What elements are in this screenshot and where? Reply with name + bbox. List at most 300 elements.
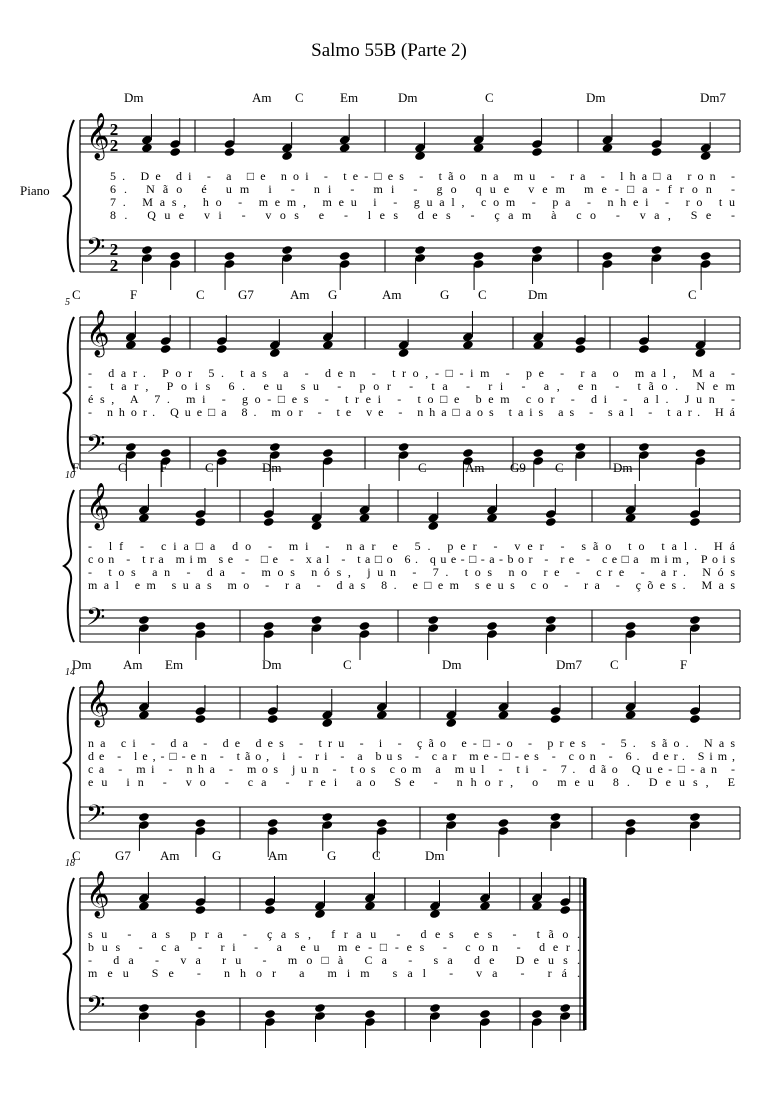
chord-symbol: Dm — [262, 460, 282, 475]
bass-clef: 𝄢 — [86, 431, 106, 464]
lyric-syllable: - — [228, 195, 243, 209]
lyric-syllable: 5. — [611, 736, 636, 750]
lyric-syllable: - — [243, 940, 259, 954]
lyric-syllable: - — [274, 775, 290, 789]
lyric-syllable: - — [550, 539, 565, 553]
treble-staff — [80, 878, 585, 910]
chord-symbol: F — [160, 460, 168, 475]
note-head — [545, 517, 557, 527]
chord-symbol: C — [118, 460, 127, 475]
measure-number: 14 — [65, 667, 75, 678]
lyric-syllable: meu — [546, 775, 594, 789]
lyric-syllable: - — [384, 927, 401, 941]
lyric-syllable: con — [560, 749, 596, 763]
note-head — [479, 1009, 491, 1019]
lyric-syllable: - — [118, 552, 131, 566]
lyric-syllable: mu — [504, 169, 536, 183]
lyric-syllable: i — [257, 182, 272, 196]
note-head — [311, 615, 323, 625]
lyric-syllable: que-□-a-bor — [422, 552, 533, 566]
lyric-syllable: co — [521, 578, 549, 592]
lyric-syllable: - — [719, 208, 736, 222]
lyric-syllable: 7. — [552, 762, 576, 776]
lyric-syllable: jun — [283, 762, 319, 776]
note-head — [638, 344, 650, 354]
note-head — [281, 245, 293, 255]
lyric-line-4 — [88, 966, 580, 980]
lyric-syllable: tais — [499, 405, 544, 419]
note-head — [264, 1009, 276, 1019]
note-head — [445, 812, 457, 822]
lyric-syllable: con — [88, 552, 115, 566]
lyric-syllable: - — [592, 736, 606, 750]
lyric-syllable: - — [630, 565, 645, 579]
measure-number: 5 — [65, 297, 70, 308]
lyric-syllable: va, — [628, 208, 671, 222]
lyric-syllable: na — [88, 736, 106, 750]
lyric-syllable: di — [581, 392, 607, 406]
lyric-syllable: se — [211, 552, 234, 566]
lyric-syllable: - — [388, 736, 402, 750]
note-head — [359, 621, 371, 631]
lyric-syllable: - — [220, 762, 233, 776]
lyric-syllable: trei — [335, 392, 381, 406]
lyric-syllable: mor — [262, 405, 303, 419]
note-head — [224, 251, 236, 261]
note-head — [545, 615, 557, 625]
note-head — [700, 251, 712, 261]
note-head — [531, 147, 543, 157]
lyric-syllable: □e — [253, 552, 278, 566]
lyric-syllable: pa — [542, 195, 571, 209]
lyric-syllable: - — [604, 208, 620, 222]
lyric-syllable: 6. Não — [110, 182, 183, 196]
lyric-syllable: vos — [253, 208, 299, 222]
chord-symbol: Am — [123, 657, 143, 672]
lyric-syllable: por — [348, 379, 391, 393]
lyric-syllable: go-□es — [232, 392, 309, 406]
lyric-syllable: - — [721, 169, 735, 183]
note-head — [559, 905, 571, 915]
lyric-syllable: ri — [307, 749, 328, 763]
lyric-syllable: és, — [88, 392, 115, 406]
lyric-syllable: der. — [644, 749, 685, 763]
note-head — [138, 615, 150, 625]
lyric-syllable: nós, — [301, 565, 351, 579]
lyric-syllable: - — [176, 565, 191, 579]
system-2 — [64, 287, 740, 487]
lyric-syllable: - — [211, 749, 224, 763]
chord-symbol: Am — [268, 848, 288, 863]
lyric-syllable: 7. — [423, 565, 449, 579]
bass-staff — [80, 998, 585, 1030]
chord-symbol: Dm — [425, 848, 445, 863]
lyric-syllable: um — [214, 182, 250, 196]
lyric-syllable: frau — [319, 927, 377, 941]
treble-staff — [80, 120, 740, 152]
lyric-syllable: em — [125, 578, 156, 592]
note-head — [195, 905, 207, 915]
lyric-syllable: tão, — [228, 749, 270, 763]
lyric-syllable: 5. — [198, 366, 224, 380]
lyric-syllable: tão — [429, 169, 466, 183]
note-head — [638, 442, 650, 452]
lyric-syllable: rei — [297, 775, 338, 789]
lyric-syllable: car — [423, 749, 457, 763]
system-4 — [64, 657, 740, 857]
lyric-syllable: - — [600, 749, 613, 763]
lyric-syllable: al. — [633, 392, 669, 406]
lyric-syllable: Há — [706, 405, 735, 419]
lyric-syllable: - — [295, 366, 309, 380]
lyric-syllable: i — [369, 736, 383, 750]
chord-symbol: G7 — [115, 848, 131, 863]
chord-symbol: Dm — [442, 657, 462, 672]
lyric-syllable: mul — [446, 762, 485, 776]
note-head — [267, 818, 279, 828]
chord-symbol: G7 — [238, 287, 254, 302]
lyric-line-3 — [88, 762, 735, 776]
lyric-syllable: in — [115, 775, 144, 789]
lyric-line-3 — [88, 392, 735, 406]
chord-symbol: Am — [290, 287, 310, 302]
lyric-syllable: mi — [362, 182, 395, 196]
treble-staff — [80, 490, 740, 522]
lyric-syllable: suas — [162, 578, 212, 592]
note-head — [321, 812, 333, 822]
lyric-syllable: - — [410, 169, 424, 183]
lyric-syllable: que — [464, 182, 510, 196]
note-head — [625, 818, 637, 828]
lyric-syllable: Deus, — [637, 775, 709, 789]
lyric-syllable: - — [459, 208, 475, 222]
lyric-syllable: 8. Que — [110, 208, 185, 222]
lyric-syllable: - — [543, 749, 556, 763]
lyric-syllable: - — [554, 578, 569, 592]
lyric-syllable: mal — [88, 578, 119, 592]
lyric-syllable: - — [282, 552, 294, 566]
lyric-line-3 — [110, 195, 735, 209]
note-head — [695, 448, 707, 458]
lyric-syllable: pres — [538, 736, 586, 750]
lyric-syllable: e — [307, 208, 325, 222]
note-head — [160, 448, 172, 458]
lyric-syllable: Jun — [675, 392, 715, 406]
note-head — [532, 448, 544, 458]
lyric-syllable: E — [716, 775, 735, 789]
lyric-syllable: com — [381, 762, 422, 776]
note-head — [625, 621, 637, 631]
chord-symbol: Em — [165, 657, 184, 672]
lyric-syllable: tu — [709, 195, 735, 209]
lyric-syllable: ra — [574, 578, 600, 592]
bass-clef: 𝄢 — [86, 604, 106, 637]
lyric-syllable: mim — [168, 552, 207, 566]
chord-symbol: Dm — [528, 287, 548, 302]
lyric-syllable: de — [461, 953, 495, 967]
lyric-syllable: i — [363, 195, 377, 209]
lyric-syllable: - — [323, 762, 337, 776]
note-head — [160, 344, 172, 354]
chord-symbol: C — [72, 848, 81, 863]
lyric-syllable: ca — [150, 940, 180, 954]
lyric-syllable: - — [496, 366, 510, 380]
chord-symbol: Am — [160, 848, 180, 863]
chord-symbol: C — [555, 460, 564, 475]
lyric-line-1 — [88, 736, 735, 750]
note-head — [195, 621, 207, 631]
chord-symbol: Dm — [613, 460, 633, 475]
lyric-syllable: me-□-es — [461, 749, 539, 763]
note-head — [414, 245, 426, 255]
chord-symbol: Em — [340, 90, 359, 105]
lyric-syllable: ta□o — [349, 552, 393, 566]
lyric-syllable: - — [231, 927, 247, 941]
lyric-syllable: Por — [152, 366, 193, 380]
lyric-syllable: bem — [465, 392, 510, 406]
lyric-syllable: en — [567, 379, 597, 393]
lyric-syllable: - — [151, 775, 167, 789]
lyric-line-2 — [88, 552, 735, 566]
lyric-line-2 — [88, 379, 736, 393]
lyric-syllable: - — [88, 405, 92, 419]
note-head — [689, 615, 701, 625]
lyric-syllable: - — [314, 169, 328, 183]
lyric-syllable: - — [250, 953, 267, 967]
chord-symbol: F — [72, 460, 80, 475]
note-head — [224, 147, 236, 157]
lyric-line-4 — [88, 578, 735, 592]
lyric-syllable: - — [432, 940, 447, 954]
note-head — [689, 517, 701, 527]
time-signature-numerator: 2 — [109, 240, 119, 259]
lyric-syllable: mi — [176, 392, 206, 406]
treble-clef: 𝄞 — [86, 680, 110, 725]
lyric-syllable: bus — [367, 749, 403, 763]
lyric-line-1 — [88, 927, 580, 941]
lyric-syllable: - — [315, 392, 329, 406]
lyric-syllable: sal — [379, 966, 427, 980]
lyric-syllable: Se — [138, 966, 174, 980]
lyric-syllable: - — [130, 539, 145, 553]
time-signature-numerator: 2 — [109, 120, 119, 139]
lyric-syllable: - — [500, 927, 517, 941]
lyric-syllable: sa — [421, 953, 453, 967]
lyric-syllable: da — [161, 736, 188, 750]
lyric-syllable: - — [333, 552, 346, 566]
lyric-syllable: xal — [298, 552, 330, 566]
lyric-syllable: eu — [252, 379, 283, 393]
lyric-syllable: o — [603, 366, 619, 380]
system-5 — [64, 848, 587, 1048]
lyric-syllable: - — [362, 366, 376, 380]
chord-symbol: Dm — [398, 90, 418, 105]
lyric-syllable: no — [498, 565, 528, 579]
lyric-syllable: tos — [98, 565, 136, 579]
chord-symbol: C — [372, 848, 381, 863]
lyric-syllable: ce□a — [594, 552, 639, 566]
lyric-line-2 — [88, 749, 735, 763]
chord-symbol: Am — [382, 287, 402, 302]
lyric-syllable: - — [230, 208, 246, 222]
note-head — [376, 818, 388, 828]
lyric-syllable: - — [350, 736, 364, 750]
chord-symbol: G — [327, 848, 337, 863]
lyric-syllable: mos — [251, 565, 295, 579]
lyric-syllable: tão. — [525, 927, 580, 941]
lyric-syllable: va — [168, 953, 201, 967]
lyric-syllable: - — [315, 539, 330, 553]
lyric-syllable: as — [139, 927, 171, 941]
lyric-syllable: Sim, — [689, 749, 735, 763]
lyric-syllable: - — [88, 539, 92, 553]
lyric-syllable: re — [552, 552, 575, 566]
system-1 — [20, 90, 740, 290]
lyric-syllable: vi — [192, 208, 222, 222]
lyric-syllable: mem, — [248, 195, 307, 209]
lyric-syllable: - — [402, 182, 418, 196]
lyric-syllable: 8. — [601, 775, 630, 789]
lyric-syllable: Se — [679, 208, 712, 222]
note-head — [427, 615, 439, 625]
note-head — [550, 812, 562, 822]
lyric-line-1 — [110, 169, 735, 183]
chord-symbol: F — [680, 657, 688, 672]
lyric-syllable: e — [382, 539, 398, 553]
note-head — [138, 812, 150, 822]
lyric-syllable: ve — [357, 405, 384, 419]
lyric-syllable: da — [197, 565, 225, 579]
note-head — [550, 714, 562, 724]
chord-symbol: C — [295, 90, 304, 105]
lyric-syllable: - — [183, 966, 201, 980]
lyric-syllable: dar. — [98, 366, 146, 380]
lyric-syllable: mo□à — [275, 953, 344, 967]
lyric-syllable: per — [437, 539, 477, 553]
lyric-line-3 — [88, 565, 735, 579]
chord-symbol: C — [343, 657, 352, 672]
chord-symbol: Dm — [72, 657, 92, 672]
bass-staff — [80, 807, 740, 839]
chord-symbol: C — [196, 287, 205, 302]
lyric-syllable: ção — [407, 736, 446, 750]
chord-symbol: C — [205, 460, 214, 475]
lyric-syllable: nha□aos — [408, 405, 494, 419]
lyric-syllable: den — [315, 366, 356, 380]
lyric-syllable: são. — [641, 736, 689, 750]
lyric-syllable: a — [349, 749, 363, 763]
lyric-syllable: pe — [516, 366, 544, 380]
lyric-syllable: - — [142, 953, 160, 967]
note-head — [125, 442, 137, 452]
note-head — [531, 245, 543, 255]
lyric-syllable: Deus. — [503, 953, 580, 967]
treble-clef: 𝄞 — [86, 310, 110, 355]
lyric-syllable: es — [462, 927, 493, 941]
lyric-syllable: tra — [134, 552, 164, 566]
measure-number: 18 — [65, 858, 75, 869]
lyric-syllable: - — [522, 195, 536, 209]
lyric-syllable: nhor. — [97, 405, 156, 419]
lyric-syllable: - — [339, 182, 355, 196]
lyric-syllable: - — [88, 565, 92, 579]
lyric-syllable: me-□-es — [327, 940, 425, 954]
chord-symbol: C — [418, 460, 427, 475]
note-head — [195, 714, 207, 724]
instrument-label: Piano — [20, 183, 50, 198]
lyric-syllable: - — [332, 208, 348, 222]
lyric-syllable: les — [356, 208, 398, 222]
lyric-syllable: são — [571, 539, 612, 553]
lyric-syllable: 6. — [617, 749, 640, 763]
note-head — [216, 344, 228, 354]
lyric-syllable: ru — [209, 953, 242, 967]
lyric-syllable: con — [454, 940, 499, 954]
lyric-syllable: - — [88, 379, 92, 393]
lyric-line-4 — [110, 208, 735, 222]
lyric-syllable: vo — [174, 775, 206, 789]
lyric-syllable: eu — [88, 775, 108, 789]
lyric-syllable: das — [327, 578, 366, 592]
lyric-syllable: - — [389, 405, 403, 419]
lyric-syllable: - — [719, 182, 735, 196]
lyric-syllable: - — [290, 736, 304, 750]
lyric-syllable: ti — [507, 762, 529, 776]
time-signature-denominator: 2 — [109, 136, 119, 155]
note-head — [473, 251, 485, 261]
lyric-syllable: - — [507, 966, 525, 980]
lyric-syllable: ar. — [651, 565, 686, 579]
lyric-syllable: di — [166, 169, 192, 183]
lyric-syllable: me-□a-fron — [573, 182, 712, 196]
lyric-syllable: - — [577, 195, 591, 209]
lyric-syllable: 6. — [217, 379, 246, 393]
lyric-syllable: dão — [580, 762, 618, 776]
lyric-syllable: vem — [517, 182, 566, 196]
lyric-syllable: tro,-□-im — [382, 366, 490, 380]
lyric-syllable: da — [101, 953, 134, 967]
lyric-syllable: o — [521, 775, 539, 789]
note-head — [559, 1003, 571, 1013]
note-head — [364, 1009, 376, 1019]
chord-symbol: G — [440, 287, 450, 302]
lyric-syllable: - — [197, 169, 211, 183]
chord-symbol: Am — [465, 460, 485, 475]
lyric-line-4 — [88, 775, 735, 789]
lyric-syllable: Pois — [693, 552, 735, 566]
lyric-syllable: - — [115, 927, 132, 941]
lyric-syllable: - — [279, 182, 295, 196]
lyric-syllable: go — [425, 182, 457, 196]
lyric-line-4 — [88, 405, 736, 419]
lyric-syllable: - — [455, 379, 470, 393]
lyric-syllable: - — [639, 405, 653, 419]
lyric-syllable: A — [120, 392, 138, 406]
note-head — [141, 245, 153, 255]
lyric-syllable: cor — [516, 392, 555, 406]
note-head — [322, 448, 334, 458]
lyric-syllable: lha□a — [610, 169, 673, 183]
lyric-syllable: - — [541, 169, 555, 183]
lyric-syllable: e-□-o — [452, 736, 513, 750]
lyric-syllable: a, — [533, 379, 560, 393]
lyric-syllable: jun — [357, 565, 396, 579]
lyric-syllable: - — [308, 405, 322, 419]
lyric-syllable: meu — [88, 966, 129, 980]
chord-symbol: C — [610, 657, 619, 672]
lyric-syllable: tal. — [651, 539, 698, 553]
lyric-syllable: - — [406, 749, 419, 763]
